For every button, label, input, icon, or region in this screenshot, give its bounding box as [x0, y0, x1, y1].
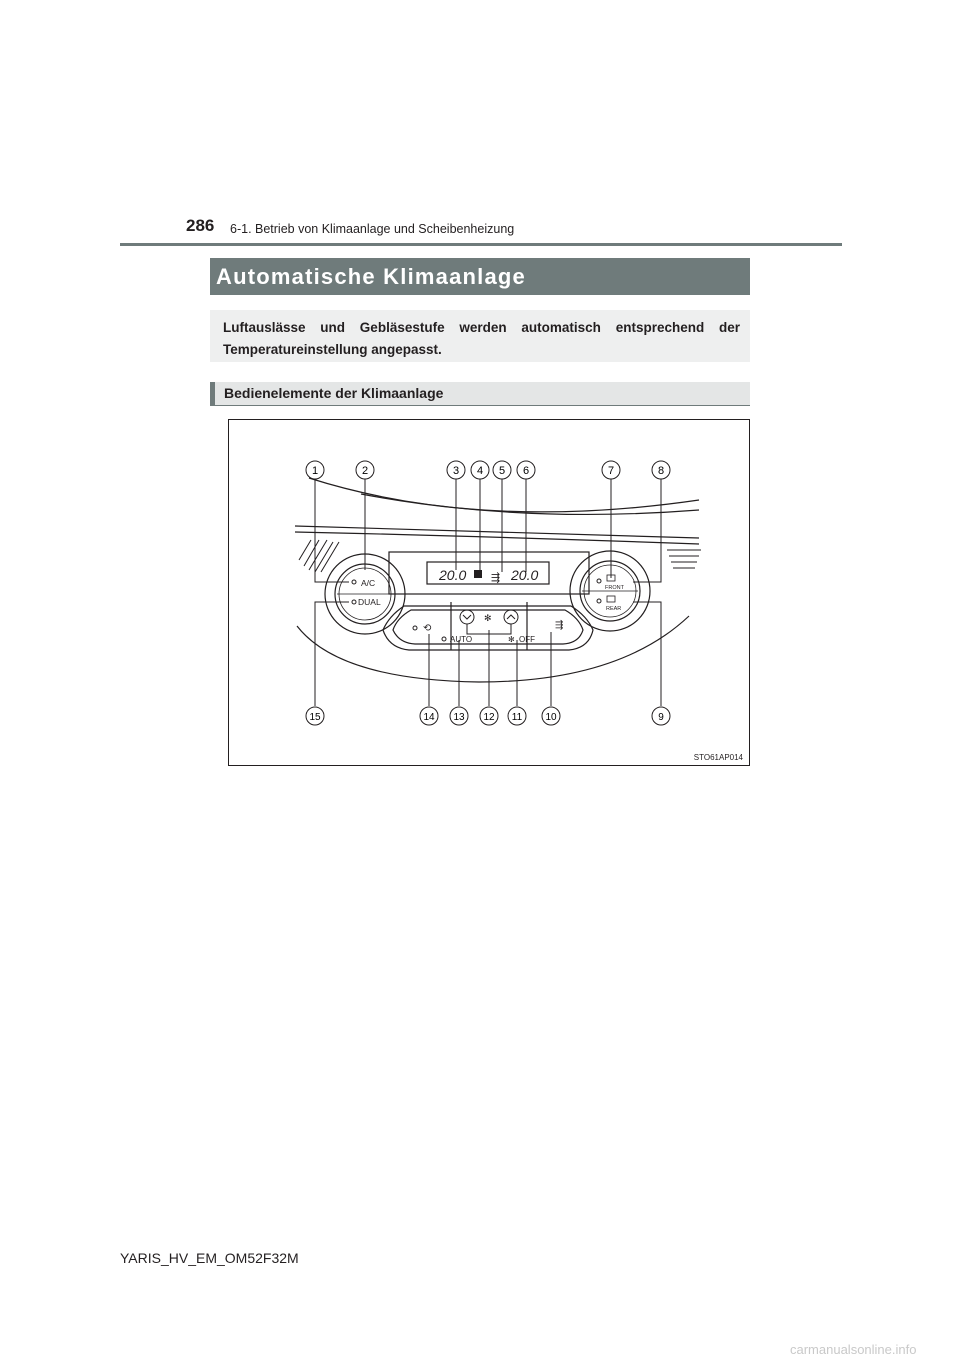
watermark: carmanualsonline.info [790, 1342, 917, 1357]
recirculation-icon: ⟲ [423, 623, 432, 634]
fan-off-icon: ✻ [508, 635, 515, 644]
callout-bottom-9 [652, 707, 670, 725]
svg-text:7: 7 [607, 465, 615, 477]
document-code: YARIS_HV_EM_OM52F32M [120, 1250, 299, 1266]
svg-text:11: 11 [511, 712, 523, 723]
callout-bottom-11 [508, 707, 526, 725]
subsection-heading: Bedienelemente der Klimaanlage [210, 382, 750, 406]
ac-button-label: A/C [361, 578, 376, 588]
svg-text:5: 5 [498, 465, 506, 477]
svg-text:15: 15 [309, 712, 321, 723]
svg-text:1: 1 [311, 465, 319, 477]
header-rule [120, 243, 842, 246]
auto-button-label: AUTO [450, 635, 473, 644]
display-temp-right: 20.0 [511, 567, 539, 583]
callout-top-5 [493, 461, 511, 479]
svg-text:3: 3 [452, 465, 460, 477]
callout-top-6 [517, 461, 535, 479]
climate-panel-illustration [229, 420, 749, 765]
display-frame [389, 552, 589, 594]
callout-bottom-12 [480, 707, 498, 725]
svg-text:14: 14 [423, 712, 435, 723]
windshield-mode-icon: ⇶ [555, 620, 564, 631]
section-title: Automatische Klimaanlage [210, 258, 750, 295]
svg-text:13: 13 [453, 712, 465, 723]
callout-top-1 [306, 461, 324, 479]
fan-up-button[interactable] [504, 610, 518, 624]
fan-level-icon [474, 570, 482, 578]
fan-down-button[interactable] [460, 610, 474, 624]
svg-text:2: 2 [361, 465, 369, 477]
callout-leaders [315, 478, 661, 706]
intro-box [210, 310, 750, 362]
auto-indicator [442, 637, 446, 641]
callout-top-8 [652, 461, 670, 479]
callout-bottom-13 [450, 707, 468, 725]
callout-bottom-10 [542, 707, 560, 725]
airflow-icon: ⇶ [491, 572, 501, 584]
callout-top-3 [447, 461, 465, 479]
right-vent-lines [667, 550, 701, 568]
off-button-label: OFF [519, 635, 535, 644]
dual-button-label: DUAL [358, 597, 381, 607]
display-temp-left: 20.0 [439, 567, 467, 583]
running-head: 6-1. Betrieb von Klimaanlage und Scheibenheizung [230, 222, 515, 236]
callout-top-7 [602, 461, 620, 479]
callout-top-2 [356, 461, 374, 479]
callout-top-4 [471, 461, 489, 479]
svg-text:4: 4 [476, 465, 484, 477]
callout-bottom-15 [306, 707, 324, 725]
callout-bottom-14 [420, 707, 438, 725]
fan-icon: ✻ [484, 613, 492, 623]
svg-text:9: 9 [658, 712, 664, 723]
intro-text: Luftauslässe und Gebläsestufe werden automatisch entsprechend der Temperatureinstellung angepasst. [223, 320, 740, 357]
figure-code: STO61AP014 [693, 753, 743, 762]
climate-control-figure [228, 419, 750, 766]
svg-text:6: 6 [522, 465, 530, 477]
recirculation-indicator [413, 626, 417, 630]
page-number: 286 [186, 216, 215, 235]
svg-text:12: 12 [483, 712, 495, 723]
svg-text:10: 10 [545, 712, 557, 723]
rear-defrost-label: REAR [606, 606, 622, 612]
vent-hatching [299, 540, 339, 572]
svg-text:8: 8 [657, 465, 665, 477]
right-temperature-knob[interactable] [570, 551, 650, 631]
front-defrost-label: FRONT [605, 585, 624, 591]
